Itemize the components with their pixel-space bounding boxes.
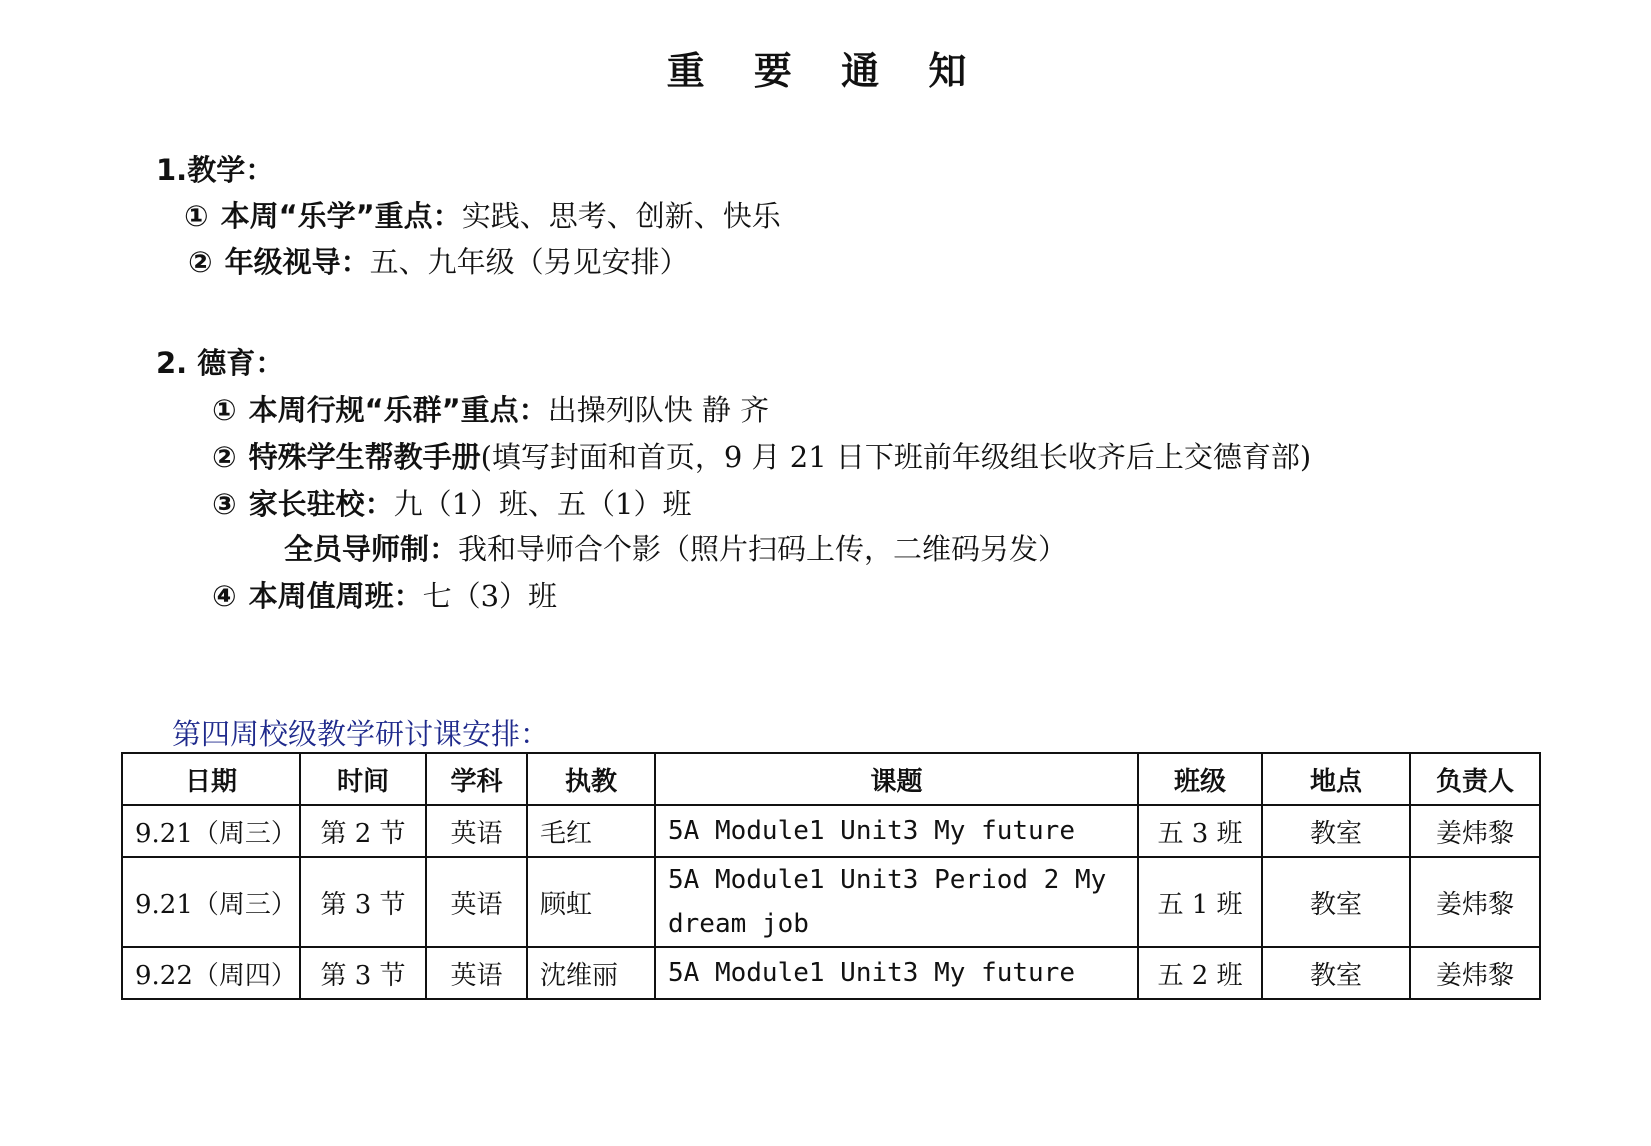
item-text: 五、九年级（另见安排） [369, 245, 689, 279]
page-title: 重 要 通 知 [666, 49, 985, 93]
cell-class: 五 1 班 [1138, 857, 1262, 947]
cell-owner: 姜炜黎 [1410, 857, 1540, 947]
header-owner: 负责人 [1410, 753, 1540, 805]
cell-date: 9.21（周三） [122, 857, 300, 947]
item-marker: ② [188, 245, 213, 279]
cell-subject: 英语 [426, 947, 527, 999]
cell-teacher: 沈维丽 [527, 947, 655, 999]
item-text: 七（3）班 [422, 579, 558, 613]
cell-subject: 英语 [426, 805, 527, 857]
cell-class: 五 2 班 [1138, 947, 1262, 999]
item-text: 九（1）班、五（1）班 [393, 487, 692, 521]
cell-time: 第 3 节 [300, 857, 426, 947]
header-topic: 课题 [655, 753, 1138, 805]
header-class: 班级 [1138, 753, 1262, 805]
schedule-caption: 第四周校级教学研讨课安排： [172, 717, 550, 751]
moral-item-duty-class [212, 574, 557, 615]
cell-owner: 姜炜黎 [1410, 947, 1540, 999]
cell-class: 五 3 班 [1138, 805, 1262, 857]
teaching-item-focus [184, 194, 781, 235]
item-label: 本周行规“乐群”重点： [248, 393, 548, 427]
schedule-table [121, 752, 1541, 1000]
item-label: 全员导师制： [284, 532, 459, 566]
header-date: 日期 [122, 753, 300, 805]
moral-item-handbook [212, 435, 1311, 476]
teaching-item-inspection [188, 240, 689, 281]
section-heading-teaching: 1.教学： [156, 153, 275, 187]
header-location: 地点 [1262, 753, 1410, 805]
item-text: 我和导师合个影（照片扫码上传，二维码另发） [458, 532, 1068, 566]
moral-item-parents [212, 482, 691, 523]
item-marker: ① [212, 393, 237, 427]
header-time: 时间 [300, 753, 426, 805]
cell-location: 教室 [1262, 857, 1410, 947]
item-marker: ③ [212, 487, 237, 521]
item-label: 年级视导： [224, 245, 370, 279]
cell-time: 第 2 节 [300, 805, 426, 857]
item-label: 家长驻校： [248, 487, 394, 521]
cell-owner: 姜炜黎 [1410, 805, 1540, 857]
table-row [122, 805, 1540, 857]
cell-topic: 5A Module1 Unit3 My future [655, 805, 1138, 857]
header-teacher: 执教 [527, 753, 655, 805]
cell-date: 9.21（周三） [122, 805, 300, 857]
cell-location: 教室 [1262, 947, 1410, 999]
item-label: 本周“乐学”重点： [220, 199, 462, 233]
cell-subject: 英语 [426, 857, 527, 947]
table-row [122, 947, 1540, 999]
moral-item-mentor [284, 527, 1067, 568]
item-marker: ① [184, 199, 209, 233]
cell-teacher: 顾虹 [527, 857, 655, 947]
item-text: 实践、思考、创新、快乐 [461, 199, 781, 233]
item-text: 出操列队快 静 齐 [547, 393, 770, 427]
cell-topic: 5A Module1 Unit3 Period 2 My dream job [655, 857, 1138, 947]
table-header-row [122, 753, 1540, 805]
item-label: 特殊学生帮教手册 [248, 440, 481, 474]
item-text: (填写封面和首页，9 月 21 日下班前年级组长收齐后上交德育部) [480, 440, 1312, 474]
moral-item-focus [212, 388, 769, 429]
cell-date: 9.22（周四） [122, 947, 300, 999]
item-label: 本周值周班： [248, 579, 423, 613]
cell-topic: 5A Module1 Unit3 My future [655, 947, 1138, 999]
cell-teacher: 毛红 [527, 805, 655, 857]
cell-location: 教室 [1262, 805, 1410, 857]
cell-time: 第 3 节 [300, 947, 426, 999]
header-subject: 学科 [426, 753, 527, 805]
item-marker: ② [212, 440, 237, 474]
item-marker: ④ [212, 579, 237, 613]
table-row [122, 857, 1540, 947]
section-heading-moral: 2. 德育： [156, 346, 285, 380]
